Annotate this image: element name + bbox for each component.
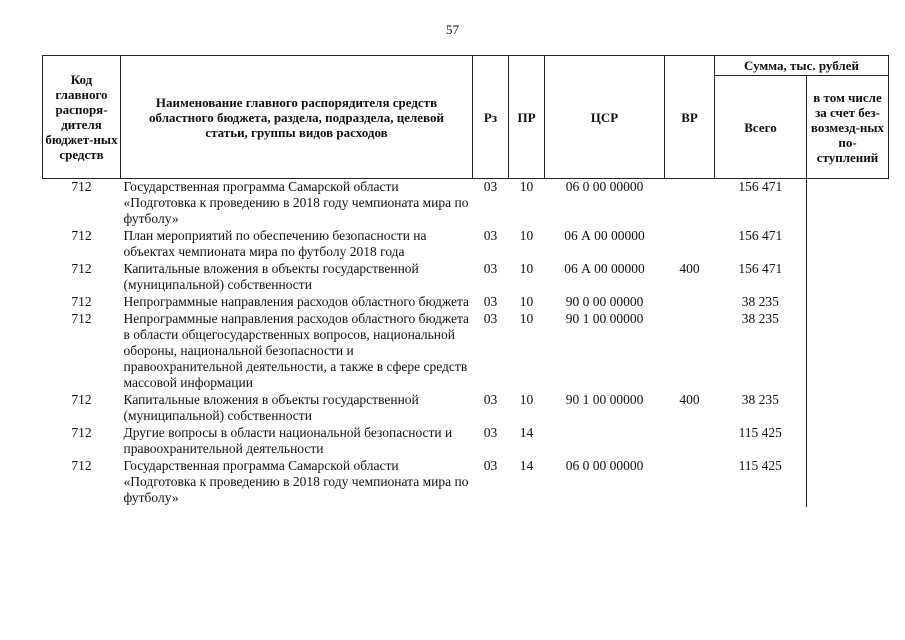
header-sum-group: Сумма, тыс. рублей: [715, 56, 889, 76]
cell-csr: 90 1 00 00000: [565, 311, 644, 326]
cell-free: [807, 425, 889, 458]
cell-vr: 400: [679, 392, 700, 407]
cell-code: 712: [71, 458, 92, 473]
header-csr: ЦСР: [545, 56, 665, 179]
cell-csr: [545, 425, 665, 458]
cell-total: 38 235: [741, 311, 779, 326]
cell-code: 712: [71, 261, 92, 276]
cell-free: [807, 261, 889, 294]
cell-total: 156 471: [738, 228, 783, 243]
cell-code: 712: [71, 179, 92, 194]
cell-rz: 03: [483, 458, 498, 473]
header-total: Всего: [715, 76, 807, 179]
cell-code: 712: [71, 392, 92, 407]
cell-rz: 03: [483, 294, 498, 309]
cell-rz: 03: [483, 311, 498, 326]
cell-vr: [665, 311, 715, 392]
cell-vr: [665, 458, 715, 507]
header-rz: Рз: [473, 56, 509, 179]
cell-pr: 10: [519, 261, 534, 276]
cell-pr: 10: [519, 392, 534, 407]
cell-name: Капитальные вложения в объекты государственной (муниципальной) собственности: [123, 261, 419, 292]
cell-code: 712: [71, 294, 92, 309]
cell-csr: 06 А 00 00000: [564, 261, 645, 276]
cell-code: 712: [71, 425, 92, 440]
cell-name: Капитальные вложения в объекты государственной (муниципальной) собственности: [123, 392, 419, 423]
header-name: Наименование главного распорядителя средств областного бюджета, раздела, подраздела, целевой статьи, группы видов расходов: [121, 56, 473, 179]
cell-pr: 14: [519, 425, 534, 440]
cell-csr: 90 0 00 00000: [565, 294, 644, 309]
cell-total: 156 471: [738, 261, 783, 276]
cell-pr: 14: [519, 458, 534, 473]
table-row: [43, 179, 889, 229]
cell-pr: 10: [519, 179, 534, 194]
cell-csr: 06 А 00 00000: [564, 228, 645, 243]
cell-free: [807, 392, 889, 425]
cell-total: 115 425: [738, 458, 782, 473]
cell-vr: [665, 228, 715, 261]
header-free: в том числе за счет без-возмезд-ных по-ступлений: [807, 76, 889, 179]
table-row: [43, 311, 889, 392]
cell-csr: 06 0 00 00000: [565, 458, 644, 473]
cell-name: План мероприятий по обеспечению безопасности на объектах чемпионата мира по футболу 2018 года: [123, 228, 427, 259]
header-vr: ВР: [665, 56, 715, 179]
cell-name: Другие вопросы в области национальной безопасности и правоохранительной деятельности: [123, 425, 453, 456]
table-row: [43, 458, 889, 507]
table-body: [43, 179, 889, 508]
table-header: [43, 56, 889, 179]
cell-name: Государственная программа Самарской области «Подготовка к проведению в 2018 году чемпионата мира по футболу»: [123, 458, 469, 505]
cell-pr: 10: [519, 228, 534, 243]
cell-total: 115 425: [738, 425, 782, 440]
budget-table: [42, 55, 889, 507]
cell-csr: 90 1 00 00000: [565, 392, 644, 407]
cell-total: 38 235: [741, 294, 779, 309]
table-row: [43, 294, 889, 311]
cell-total: 156 471: [738, 179, 783, 194]
table-row: [43, 261, 889, 294]
cell-free: [807, 179, 889, 229]
cell-code: 712: [71, 311, 92, 326]
cell-csr: 06 0 00 00000: [565, 179, 644, 194]
cell-free: [807, 294, 889, 311]
cell-vr: [665, 294, 715, 311]
cell-free: [807, 458, 889, 507]
cell-name: Непрограммные направления расходов областного бюджета: [123, 294, 470, 309]
header-pr: ПР: [509, 56, 545, 179]
cell-free: [807, 311, 889, 392]
cell-name: Непрограммные направления расходов областного бюджета в области общегосударственных вопросов, национальной обороны, национальной безопасности и правоохранительной деятельности, а также в сфере средств массовой информации: [123, 311, 470, 390]
cell-vr: [665, 179, 715, 229]
table-row: [43, 228, 889, 261]
cell-name: Государственная программа Самарской области «Подготовка к проведению в 2018 году чемпионата мира по футболу»: [123, 179, 469, 226]
cell-rz: 03: [483, 228, 498, 243]
cell-pr: 10: [519, 294, 534, 309]
cell-rz: 03: [483, 179, 498, 194]
cell-rz: 03: [483, 392, 498, 407]
cell-total: 38 235: [741, 392, 779, 407]
cell-rz: 03: [483, 425, 498, 440]
cell-free: [807, 228, 889, 261]
table-row: [43, 392, 889, 425]
cell-vr: 400: [679, 261, 700, 276]
cell-pr: 10: [519, 311, 534, 326]
header-code: Код главного распоря-дителя бюджет-ных средств: [43, 56, 121, 179]
cell-rz: 03: [483, 261, 498, 276]
page-number: 57: [446, 22, 459, 37]
cell-vr: [665, 425, 715, 458]
table-row: [43, 425, 889, 458]
cell-code: 712: [71, 228, 92, 243]
